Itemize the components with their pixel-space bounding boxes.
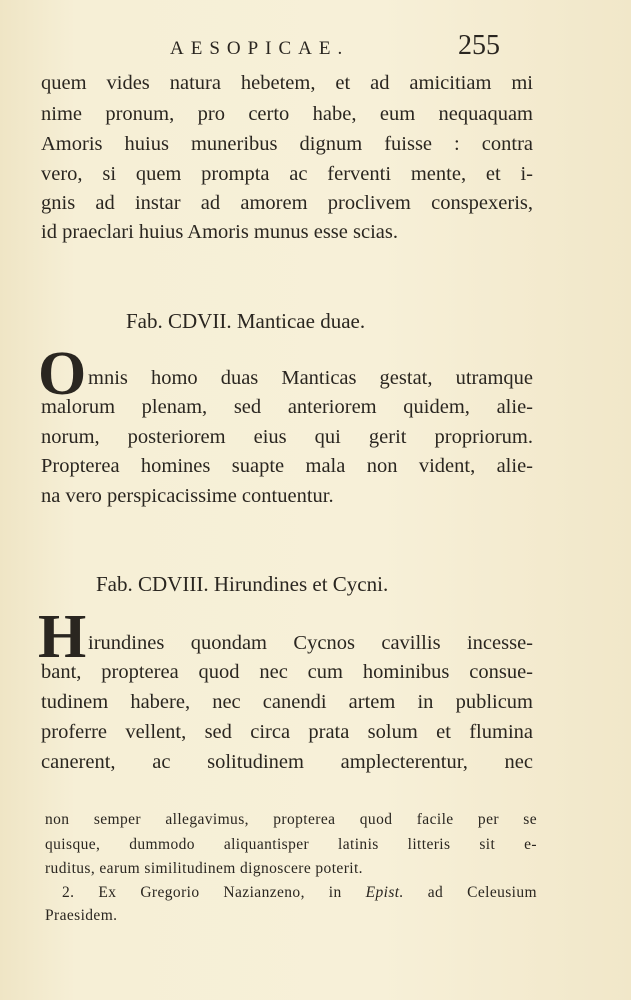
drop-cap: O	[38, 340, 87, 408]
body-line: vero, si quem prompta ac ferventi mente, et i-	[41, 163, 533, 185]
body-line: irundines quondam Cycnos cavillis incesse-	[88, 632, 533, 654]
fable-title: Fab. CDVII. Manticae duae.	[126, 309, 366, 333]
footnote-line: Praesidem.	[45, 907, 118, 924]
body-line: gnis ad instar ad amorem proclivem conspexeris,	[41, 192, 533, 214]
footnote-line: quisque, dummodo aliquantisper latinis litteris sit e-	[45, 836, 537, 853]
footnote-line: ruditus, earum similitudinem dignoscere poterit.	[45, 860, 363, 877]
body-line: nime pronum, pro certo habe, eum nequaquam	[41, 103, 533, 125]
body-line: proferre vellent, sed circa prata solum et flumina	[41, 721, 533, 743]
body-line: Propterea homines suapte mala non vident, alie-	[41, 455, 533, 477]
body-line: quem vides natura hebetem, et ad amicitiam mi	[41, 72, 533, 94]
body-line: Amoris huius muneribus dignum fuisse : contra	[41, 133, 533, 155]
body-line: canerent, ac solitudinem amplecterentur, nec	[41, 751, 533, 773]
footnote-line: non semper allegavimus, propterea quod facile per se	[45, 811, 537, 828]
body-line: mnis homo duas Manticas gestat, utramque	[88, 367, 533, 389]
body-line: tudinem habere, nec canendi artem in publicum	[41, 691, 533, 713]
body-line: malorum plenam, sed anteriorem quidem, alie-	[41, 396, 533, 418]
footnote-2-suffix: ad Celeusium	[427, 884, 537, 901]
body-line: norum, posteriorem eius qui gerit propriorum.	[41, 426, 533, 448]
footnote-2	[62, 884, 537, 902]
footnote-2-source: Epist.	[365, 884, 404, 901]
body-line: na vero perspicacissime contuentur.	[41, 485, 334, 507]
page-number: 255	[458, 30, 500, 61]
body-line: id praeclari huius Amoris munus esse scias.	[41, 221, 398, 243]
fable-title: Fab. CDVIII. Hirundines et Cycni.	[96, 572, 389, 596]
footnote-2-prefix: 2. Ex Gregorio Nazianzeno, in	[62, 884, 342, 901]
running-head: AESOPICAE.	[170, 38, 350, 59]
body-line: bant, propterea quod nec cum hominibus consue-	[41, 661, 533, 683]
drop-cap: H	[38, 603, 87, 671]
